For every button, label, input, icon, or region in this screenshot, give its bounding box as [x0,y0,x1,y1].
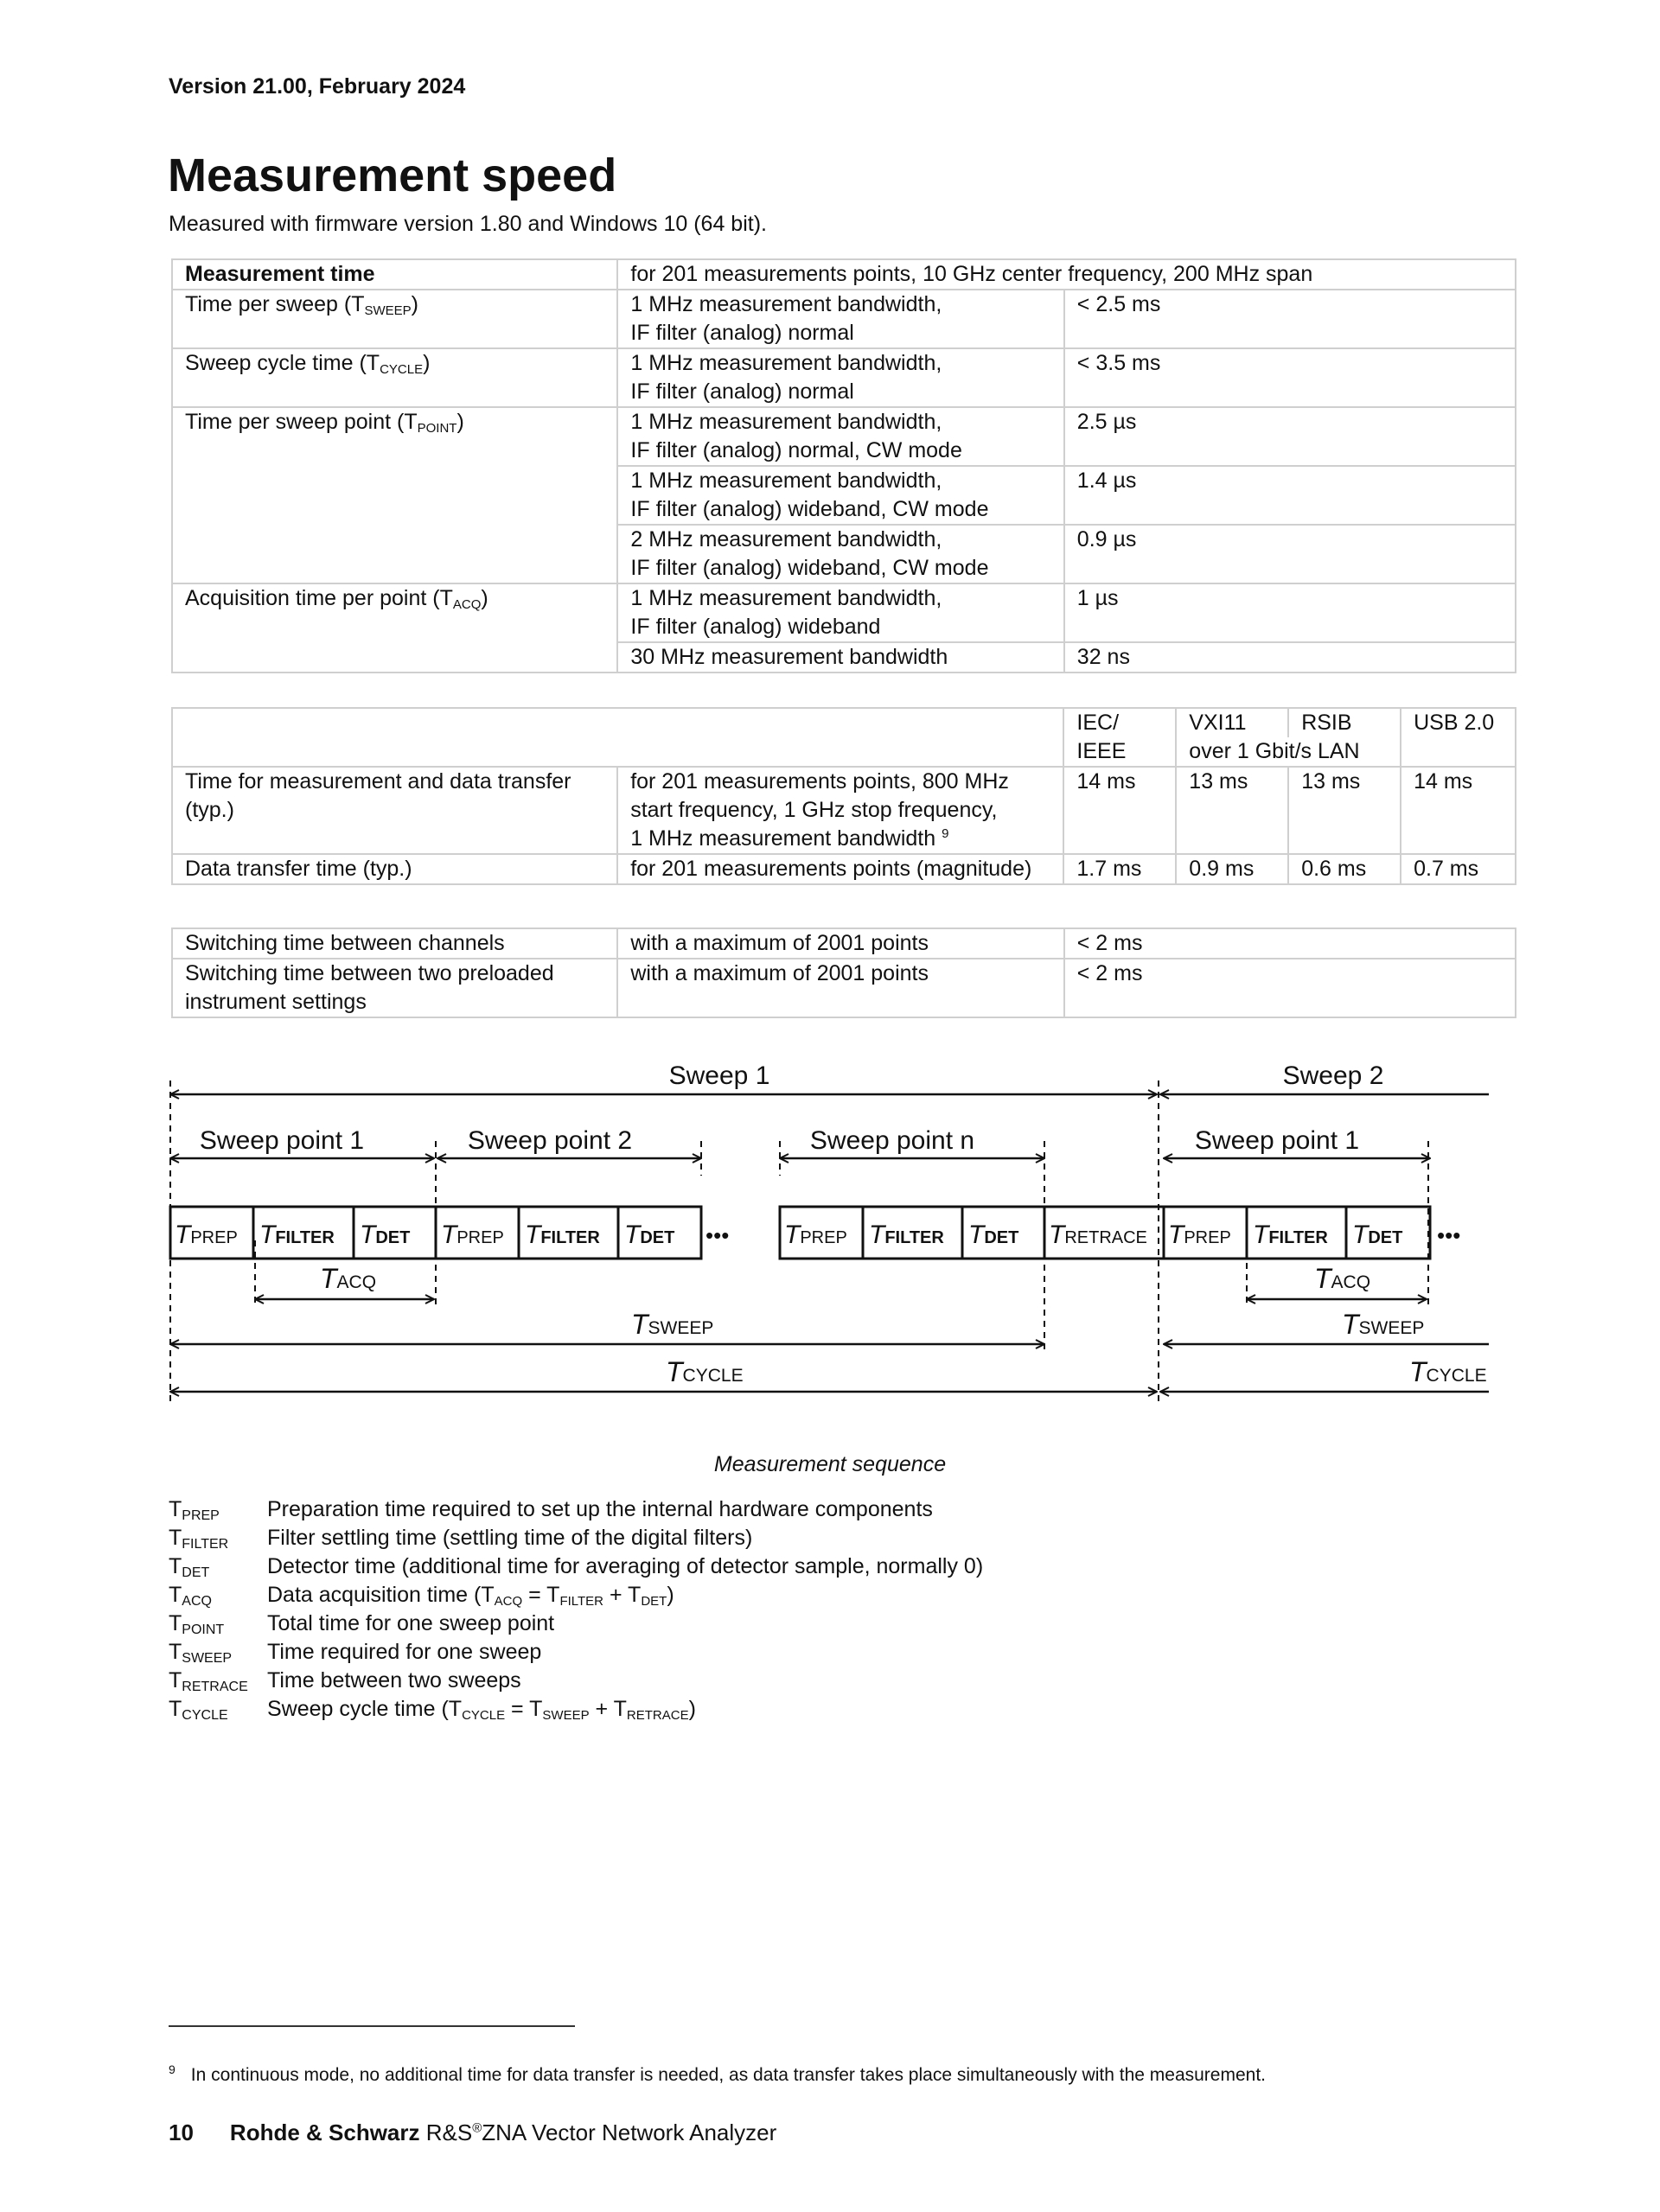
table-row [172,583,1516,642]
sweep-point-1b-label: Sweep point 1 [1194,1126,1360,1155]
subscript: CYCLE [380,362,424,377]
table-cell: 13 ms [1288,767,1401,854]
condition-line: IF filter (analog) normal [630,321,854,345]
table-cell: with a maximum of 2001 points [617,959,1063,1017]
table-cell [617,583,1063,642]
tcycle-label: TCYCLE [666,1356,744,1387]
table-cell: Data transfer time (typ.) [172,854,617,884]
tdet-label: TDET [968,1221,1019,1249]
condition-line: for 201 measurements points, 800 MHz [630,769,1009,794]
symbol-legend [169,1495,983,1724]
legend-item [169,1524,983,1552]
table-cell [617,767,1063,854]
table-cell: 1.7 ms [1063,854,1176,884]
registered-mark: ® [472,2120,482,2136]
table-cell: 0.9 µs [1064,525,1516,583]
condition-line: IF filter (analog) normal, CW mode [630,438,962,462]
table-cell: 0.6 ms [1288,854,1401,884]
condition-line: 1 MHz measurement bandwidth, [630,586,942,610]
tprep-label: TPREP [1168,1221,1231,1249]
sweep-labels [200,1061,1383,1155]
table-row [172,259,1516,290]
subscript: PREP [182,1508,220,1523]
span-labels [320,1263,1487,1387]
figure-caption: Measurement sequence [713,1452,947,1476]
tdet-label: TDET [1352,1221,1403,1249]
condition-line: IF filter (analog) normal [630,379,854,404]
sweep-point-2-label: Sweep point 2 [467,1126,633,1155]
legend-item [169,1667,983,1695]
legend-text: Total time for one sweep point [267,1611,555,1635]
table-cell: USB 2.0 [1401,708,1516,767]
table-cell: 13 ms [1176,767,1288,854]
tcycle-label: TCYCLE [1409,1356,1487,1387]
version-header: Version 21.00, February 2024 [169,74,466,99]
sweep-point-n-label: Sweep point n [809,1126,975,1155]
subscript: SWEEP [182,1651,233,1666]
legend-item [169,1638,983,1667]
row-label: Time per sweep (T [185,292,365,316]
legend-text: Preparation time required to set up the internal hardware components [267,1497,933,1521]
table-cell: Acquisition time per point $(T_{ACQ})$ [172,583,617,673]
table-cell [617,407,1063,466]
row-label: Time per sweep point (T [185,410,418,434]
symbol-t: T [169,1640,182,1664]
tacq-label: TACQ [320,1263,377,1294]
subscript: ACQ [452,597,482,612]
page-footer [169,2120,776,2146]
table-row [172,767,1516,854]
table-cell: 2.5 µs [1064,407,1516,466]
legend-symbol [169,1581,267,1610]
table-cell [617,348,1063,407]
page-subtitle: Measured with firmware version 1.80 and Windows 10 (64 bit). [169,212,767,236]
table-cell: < 2.5 ms [1064,290,1516,348]
tprep-label: TPREP [175,1221,238,1249]
table-cell: over 1 Gbit/s LAN [1176,737,1401,767]
legend-text: Data acquisition time $(T_{ACQ} = T_{FILTER} + T_{DET})$ [267,1583,674,1609]
table-cell: for 201 measurements points (magnitude) [617,854,1063,884]
condition-line: 2 MHz measurement bandwidth, [630,527,942,551]
condition-text: 1 MHz measurement bandwidth [630,826,936,851]
data-transfer-table [171,707,1516,885]
legend-symbol [169,1638,267,1667]
tfilter-label: TFILTER [525,1221,600,1249]
sweep2-label: Sweep 2 [1282,1061,1384,1090]
product-name: ZNA Vector Network Analyzer [482,2120,777,2145]
table-cell: 30 MHz measurement bandwidth [617,642,1063,673]
table-cell: 14 ms [1401,767,1516,854]
measurement-sequence-diagram [156,1046,1504,1409]
table-cell: Time per sweep $(T_{SWEEP})$ [172,290,617,348]
table-cell: 1.4 µs [1064,466,1516,525]
legend-symbol [169,1695,267,1724]
legend-symbol [169,1524,267,1552]
symbol-t: T [169,1583,182,1607]
legend-text: Time required for one sweep [267,1640,542,1664]
tprep-label: TPREP [441,1221,504,1249]
table-row [172,854,1516,884]
table-cell: IEC/ [1063,708,1176,737]
tprep-label: TPREP [784,1221,847,1249]
legend-symbol [169,1552,267,1581]
legend-symbol [169,1667,267,1695]
symbol-t: T [169,1668,182,1692]
tacq-label: TACQ [1314,1263,1371,1294]
page-number: 10 [169,2120,194,2145]
table-cell [172,959,617,1017]
product-prefix: R&S [419,2120,473,2145]
legend-item [169,1610,983,1638]
switching-time-table [171,928,1516,1018]
subscript: SWEEP [364,303,412,318]
sweep1-label: Sweep 1 [668,1061,770,1090]
sweep-point-1-label: Sweep point 1 [199,1126,365,1155]
page-title: Measurement speed [168,150,617,201]
subscript: ACQ [182,1594,212,1609]
table-cell [617,525,1063,583]
condition-line: IF filter (analog) wideband, CW mode [630,497,989,521]
table-cell: 1 µs [1064,583,1516,642]
table-cell: Measurement time [172,259,617,290]
condition-line: start frequency, 1 GHz stop frequency, [630,798,998,822]
table-cell: < 2 ms [1064,959,1516,1017]
symbol-t: T [169,1526,182,1550]
subscript: CYCLE [182,1708,228,1723]
tfilter-label: TFILTER [1253,1221,1328,1249]
table-row [172,959,1516,1017]
condition-line: 1 MHz measurement bandwidth, [630,292,942,316]
tdet-label: TDET [624,1221,675,1249]
tfilter-label: TFILTER [259,1221,335,1249]
table-cell: VXI11 [1176,708,1288,737]
footnote-ref: 9 [942,826,949,841]
company-name: Rohde & Schwarz [229,2120,420,2145]
tdet-label: TDET [360,1221,411,1249]
legend-item [169,1581,983,1610]
legend-item [169,1552,983,1581]
table-cell: 14 ms [1063,767,1176,854]
measurement-time-table [171,258,1516,673]
table-cell: Time per sweep point $(T_{POINT})$ [172,407,617,583]
legend-item [169,1695,983,1724]
subscript: DET [182,1565,210,1580]
table-cell: 0.9 ms [1176,854,1288,884]
ellipsis: ••• [706,1222,730,1248]
subscript: POINT [182,1622,225,1637]
legend-text: Time between two sweeps [267,1668,521,1692]
footnote-divider [169,2025,575,2027]
symbol-t: T [169,1611,182,1635]
table-cell: < 2 ms [1064,928,1516,959]
table-row [172,928,1516,959]
table-cell [172,708,1063,767]
table-cell: < 3.5 ms [1064,348,1516,407]
footnote [169,2062,1266,2086]
table-row [172,708,1516,737]
condition-line: IF filter (analog) wideband, CW mode [630,556,989,580]
condition-line: 1 MHz measurement bandwidth, [630,469,942,493]
tretrace-label: TRETRACE [1049,1221,1147,1249]
ellipsis: ••• [1437,1222,1461,1248]
footnote-text: In continuous mode, no additional time for data transfer is needed, as data transfer takes place simultaneously with the measurement. [190,2065,1266,2085]
row-label: Time for measurement and data transfer [185,769,571,794]
row-label: Sweep cycle time (T [185,351,380,375]
row-label: Acquisition time per point (T [185,586,453,610]
table-cell: RSIB [1288,708,1401,737]
box-labels [175,1221,1460,1249]
legend-text: Detector time (additional time for averaging of detector sample, normally 0) [267,1554,984,1578]
symbol-t: T [169,1497,182,1521]
subscript: FILTER [182,1537,229,1552]
table-cell: 0.7 ms [1401,854,1516,884]
table-row [172,407,1516,466]
legend-symbol [169,1495,267,1524]
legend-text: Sweep cycle time $(T_{CYCLE} = T_{SWEEP} + T_{RETRACE})$ [267,1697,696,1723]
table-cell: IEEE [1063,737,1176,767]
condition-line: 1 MHz measurement bandwidth, [630,410,942,434]
legend-symbol [169,1610,267,1638]
legend-text: Filter settling time (settling time of the digital filters) [267,1526,753,1550]
condition-line: 1 MHz measurement bandwidth, [630,351,942,375]
table-cell: Sweep cycle time $(T_{CYCLE})$ [172,348,617,407]
row-label: (typ.) [185,798,234,822]
condition-line [630,825,1050,853]
table-row [172,290,1516,348]
table-cell [617,466,1063,525]
table-cell: for 201 measurements points, 10 GHz center frequency, 200 MHz span [617,259,1516,290]
condition-line: IF filter (analog) wideband [630,615,881,639]
subscript: POINT [417,421,457,436]
table-cell: Switching time between channels [172,928,617,959]
row-label: Switching time between two preloaded [185,961,554,985]
tsweep-label: TSWEEP [1342,1309,1425,1340]
symbol-t: T [169,1697,182,1721]
symbol-t: T [169,1554,182,1578]
tfilter-label: TFILTER [869,1221,944,1249]
table-row [172,348,1516,407]
table-cell [172,767,617,854]
subscript: RETRACE [182,1680,248,1694]
footnote-number: 9 [169,2062,176,2076]
table-cell: 32 ns [1064,642,1516,673]
tsweep-label: TSWEEP [631,1309,714,1340]
row-label: instrument settings [185,990,367,1014]
legend-item [169,1495,983,1524]
table-cell: with a maximum of 2001 points [617,928,1063,959]
table-cell [617,290,1063,348]
